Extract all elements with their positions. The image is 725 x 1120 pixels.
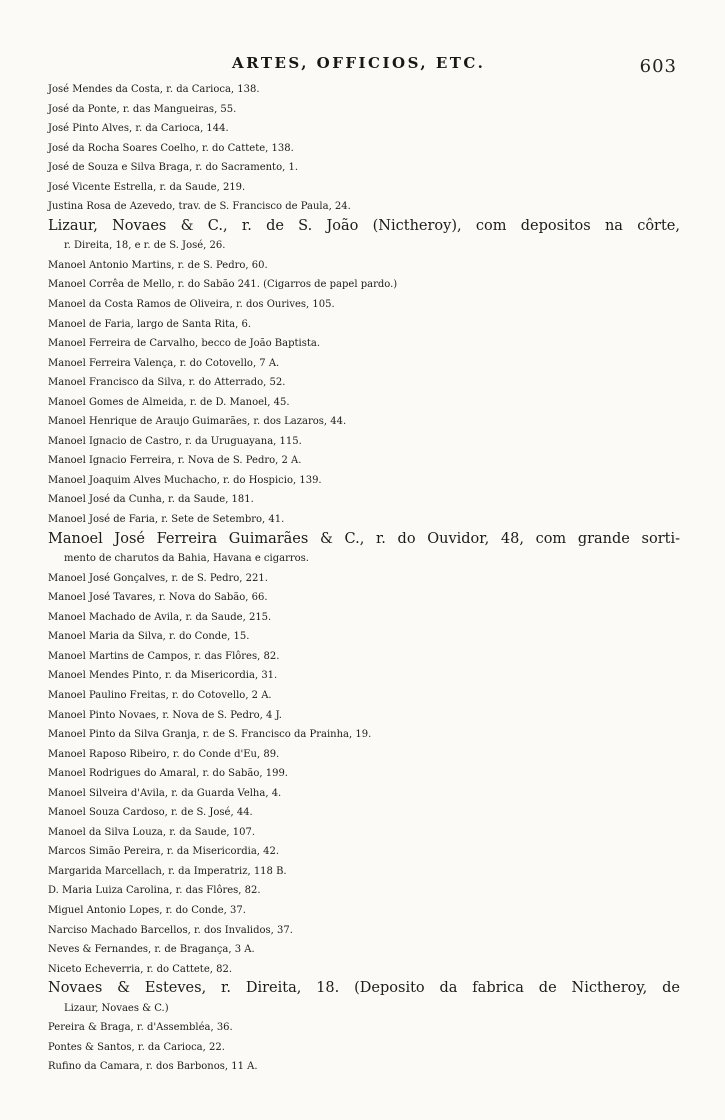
directory-entry	[0, 158, 725, 178]
directory-entry	[0, 608, 725, 628]
directory-entry	[0, 803, 725, 823]
page-number: 603	[639, 56, 677, 77]
entry-line: Manoel de Faria, largo de Santa Rita, 6.	[48, 318, 252, 330]
entry-continuation-line: mento de charutos da Bahia, Havana e cigarros.	[64, 553, 309, 565]
entry-line: Manoel Martins de Campos, r. das Flôres, 82.	[48, 650, 280, 662]
directory-entry	[0, 510, 725, 530]
entry-line: Manoel José Gonçalves, r. de S. Pedro, 221.	[48, 572, 268, 584]
directory-entry	[0, 256, 725, 276]
directory-entry	[0, 100, 725, 120]
entry-line: Rufino da Camara, r. dos Barbonos, 11 A.	[48, 1061, 258, 1073]
entry-line: José Pinto Alves, r. da Carioca, 144.	[48, 123, 229, 135]
entry-line: Manoel Ignacio de Castro, r. da Uruguayana, 115.	[48, 435, 302, 447]
entry-line: Neves & Fernandes, r. de Bragança, 3 A.	[48, 944, 255, 956]
entry-line: Margarida Marcellach, r. da Imperatriz, 118 B.	[48, 865, 287, 877]
entry-line: Manoel José Tavares, r. Nova do Sabão, 66.	[48, 592, 268, 604]
directory-entry	[0, 412, 725, 432]
directory-entry	[0, 960, 725, 980]
entry-line: Manoel Ferreira de Carvalho, becco de João Baptista.	[48, 338, 321, 350]
entry-line: Manoel Ignacio Ferreira, r. Nova de S. Pedro, 2 A.	[48, 455, 302, 467]
directory-entry	[0, 588, 725, 608]
directory-entry	[0, 745, 725, 765]
entry-line: Narciso Machado Barcellos, r. dos Invalidos, 37.	[48, 924, 293, 936]
directory-entry	[0, 569, 725, 589]
directory-entry	[0, 295, 725, 315]
directory-entry	[0, 764, 725, 784]
directory-entry	[0, 1057, 725, 1077]
entry-line: Manoel Pinto Novaes, r. Nova de S. Pedro, 4 J.	[48, 709, 282, 721]
directory-entry	[0, 80, 725, 100]
directory-entry	[0, 217, 725, 256]
entry-line: Manoel Gomes de Almeida, r. de D. Manoel, 45.	[48, 396, 290, 408]
directory-entry	[0, 921, 725, 941]
directory-entry	[0, 432, 725, 452]
directory-entry	[0, 784, 725, 804]
entry-line: Manoel Joaquim Alves Muchacho, r. do Hospicio, 139.	[48, 474, 322, 486]
directory-entry	[0, 451, 725, 471]
entry-line: Manoel da Silva Louza, r. da Saude, 107.	[48, 826, 256, 838]
directory-entry	[0, 315, 725, 335]
directory-entry	[0, 823, 725, 843]
entry-line: Manoel José da Cunha, r. da Saude, 181.	[48, 494, 254, 506]
entry-line: Manoel Maria da Silva, r. do Conde, 15.	[48, 631, 250, 643]
entry-line: Manoel Paulino Freitas, r. do Cotovello, 2 A.	[48, 689, 272, 701]
directory-entry	[0, 1018, 725, 1038]
directory-entry	[0, 901, 725, 921]
directory-entry	[0, 178, 725, 198]
entry-line: Justina Rosa de Azevedo, trav. de S. Francisco de Paula, 24.	[48, 201, 351, 213]
entry-line: José da Rocha Soares Coelho, r. do Cattete, 138.	[48, 142, 294, 154]
directory-entry	[0, 119, 725, 139]
directory-entry	[0, 725, 725, 745]
entry-line: Manoel Mendes Pinto, r. da Misericordia, 31.	[48, 670, 278, 682]
directory-entry	[0, 706, 725, 726]
entry-line: Manoel Francisco da Silva, r. do Atterrado, 52.	[48, 377, 286, 389]
entry-line: Marcos Simão Pereira, r. da Misericordia, 42.	[48, 846, 280, 858]
entry-line: Manoel Rodrigues do Amaral, r. do Sabão, 199.	[48, 768, 288, 780]
directory-entry	[0, 979, 725, 1018]
section-title: ARTES, OFFICIOS, ETC.	[232, 54, 486, 72]
entry-line: Manoel Henrique de Araujo Guimarães, r. dos Lazaros, 44.	[48, 416, 347, 428]
entry-line: Manoel Machado de Avila, r. da Saude, 215.	[48, 611, 272, 623]
entry-line: Manoel Ferreira Valença, r. do Cotovello, 7 A.	[48, 357, 280, 369]
entry-line: José de Souza e Silva Braga, r. do Sacramento, 1.	[48, 162, 298, 174]
entry-line: Miguel Antonio Lopes, r. do Conde, 37.	[48, 904, 246, 916]
directory-list	[0, 80, 725, 1077]
directory-entry	[0, 686, 725, 706]
directory-entry	[0, 666, 725, 686]
directory-entry	[0, 530, 725, 569]
page-header	[0, 54, 725, 80]
entry-line: Manoel José Ferreira Guimarães & C., r. do Ouvidor, 48, com grande sorti-	[48, 530, 680, 547]
directory-entry	[0, 373, 725, 393]
directory-entry	[0, 275, 725, 295]
entry-line: Lizaur, Novaes & C., r. de S. João (Nictheroy), com depositos na côrte,	[48, 217, 680, 234]
directory-entry	[0, 842, 725, 862]
entry-line: Manoel Antonio Martins, r. de S. Pedro, 60.	[48, 259, 268, 271]
entry-line: Pereira & Braga, r. d'Assembléa, 36.	[48, 1022, 233, 1034]
directory-entry	[0, 490, 725, 510]
entry-line: D. Maria Luiza Carolina, r. das Flôres, 82.	[48, 885, 261, 897]
directory-entry	[0, 647, 725, 667]
entry-line: José Vicente Estrella, r. da Saude, 219.	[48, 181, 246, 193]
entry-line: Niceto Echeverria, r. do Cattete, 82.	[48, 963, 232, 975]
entry-line: Pontes & Santos, r. da Carioca, 22.	[48, 1041, 225, 1053]
directory-entry	[0, 334, 725, 354]
entry-continuation-line: Lizaur, Novaes & C.)	[64, 1002, 169, 1014]
directory-entry	[0, 354, 725, 374]
entry-line: Manoel Pinto da Silva Granja, r. de S. Francisco da Prainha, 19.	[48, 729, 372, 741]
entry-line: José da Ponte, r. das Mangueiras, 55.	[48, 103, 237, 115]
directory-entry	[0, 139, 725, 159]
entry-continuation-line: r. Direita, 18, e r. de S. José, 26.	[64, 240, 226, 252]
entry-line: Manoel Raposo Ribeiro, r. do Conde d'Eu, 89.	[48, 748, 280, 760]
entry-line: José Mendes da Costa, r. da Carioca, 138.	[48, 84, 260, 95]
entry-line: Manoel Corrêa de Mello, r. do Sabão 241. (Cigarros de papel pardo.)	[48, 279, 398, 291]
directory-entry	[0, 1038, 725, 1058]
directory-entry	[0, 197, 725, 217]
directory-entry	[0, 627, 725, 647]
directory-entry	[0, 940, 725, 960]
directory-entry	[0, 471, 725, 491]
entry-line: Manoel Silveira d'Avila, r. da Guarda Velha, 4.	[48, 787, 282, 799]
directory-entry	[0, 393, 725, 413]
directory-entry	[0, 881, 725, 901]
entry-line: Manoel Souza Cardoso, r. de S. José, 44.	[48, 807, 253, 819]
directory-entry	[0, 862, 725, 882]
entry-line: Manoel José de Faria, r. Sete de Setembro, 41.	[48, 514, 285, 526]
entry-line: Novaes & Esteves, r. Direita, 18. (Deposito da fabrica de Nictheroy, de	[48, 980, 680, 997]
entry-line: Manoel da Costa Ramos de Oliveira, r. dos Ourives, 105.	[48, 299, 335, 311]
